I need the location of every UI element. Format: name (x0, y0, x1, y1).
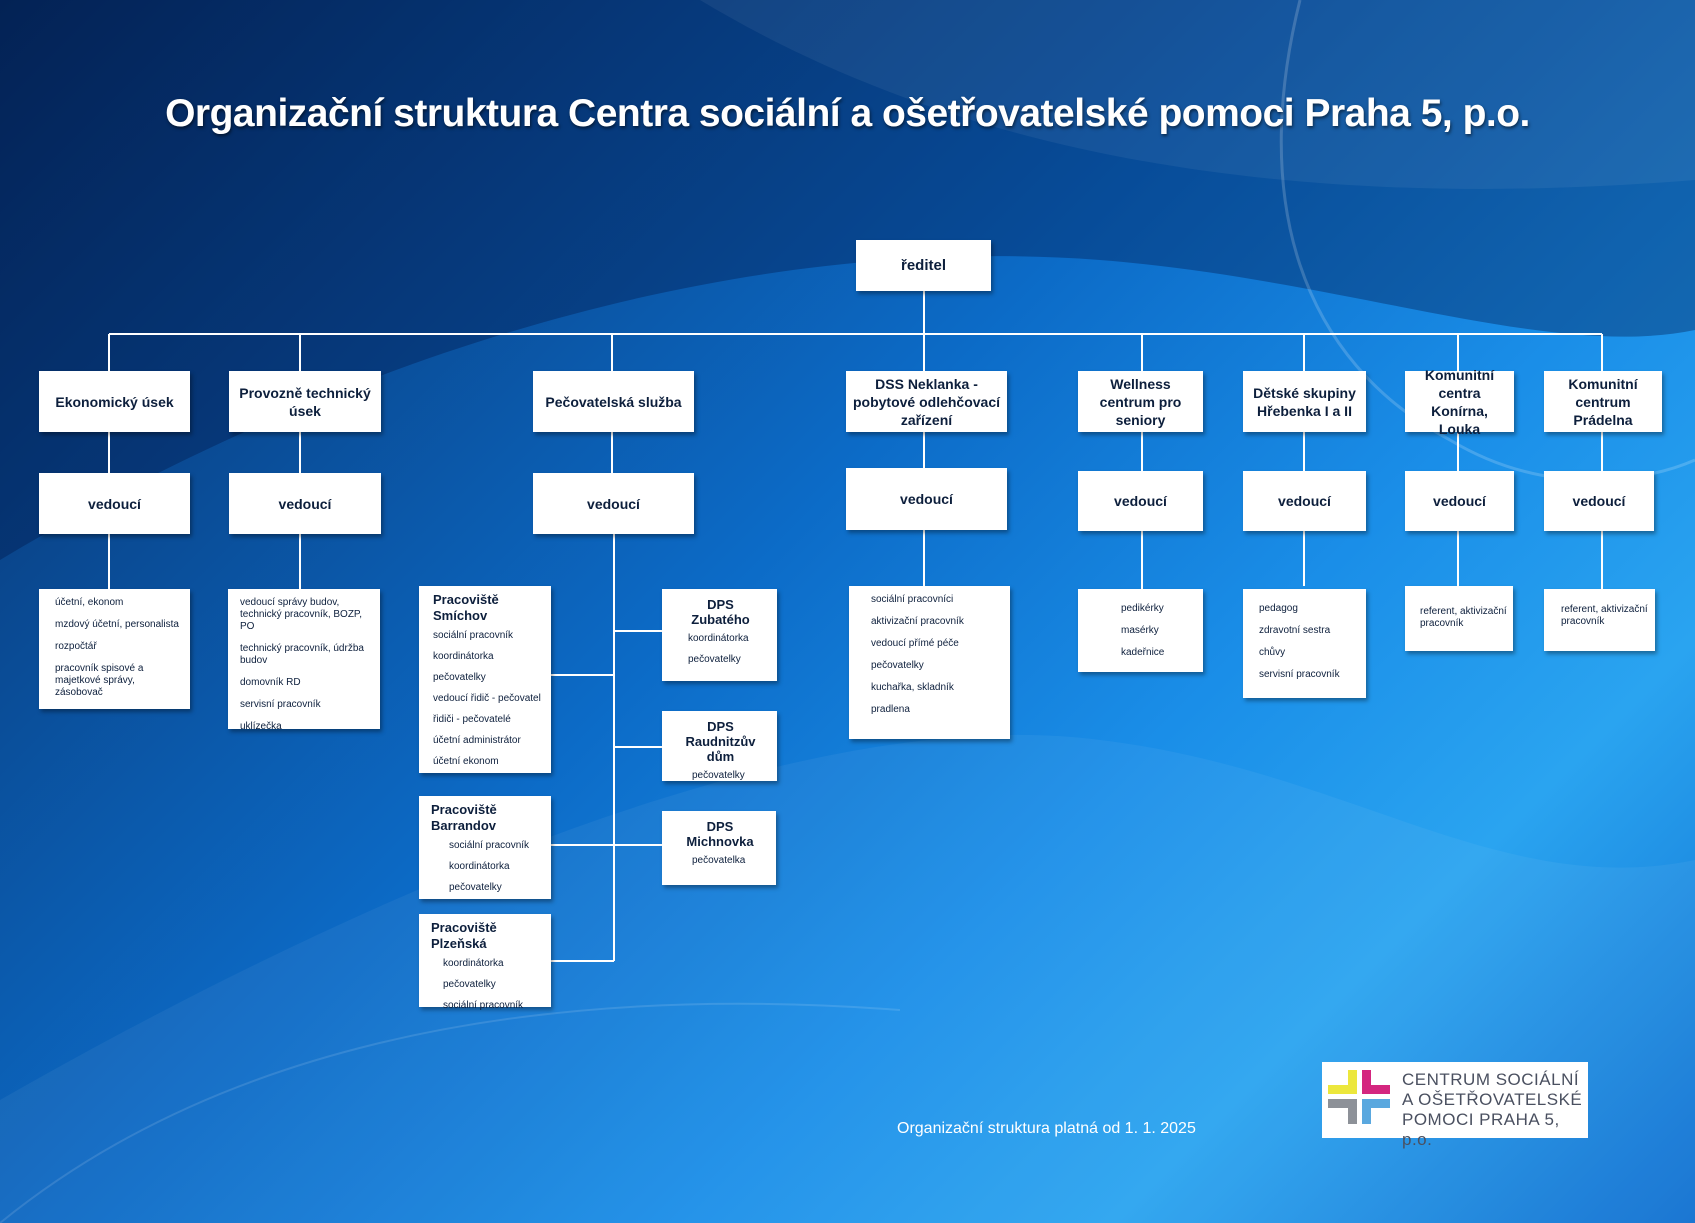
dps-box-raudnitzuv-dum (662, 711, 777, 781)
staff-item: pečovatelky (433, 672, 486, 683)
staff-item: pradlena (871, 704, 910, 715)
logo-text (1402, 1070, 1588, 1150)
staff-item: koordinátorka (688, 633, 749, 644)
staff-item: koordinátorka (449, 861, 510, 872)
staff-item: pečovatelky (688, 654, 741, 665)
unit-box-technical (229, 371, 381, 432)
unit-name: Komunitní centrum Prádelna (1568, 375, 1638, 428)
staff-list-children-groups (1243, 589, 1366, 698)
branch-title: Pracoviště Barrandov (431, 802, 497, 833)
staff-item: kadeřnice (1121, 647, 1165, 658)
staff-item: zdravotní sestra (1259, 625, 1331, 636)
staff-item: uklízečka (240, 721, 282, 732)
staff-item: sociální pracovníci (871, 594, 954, 605)
staff-list-community-pradelna (1544, 589, 1655, 651)
staff-item: aktivizační pracovník (871, 616, 964, 627)
staff-item: referent, aktivizační pracovník (1561, 604, 1648, 627)
staff-item: vedoucí přímé péče (871, 638, 959, 649)
staff-item: rozpočtář (55, 641, 97, 652)
head-box-care-service (533, 473, 694, 534)
logo-line: CENTRUM SOCIÁLNÍ (1402, 1070, 1580, 1089)
staff-item: sociální pracovník (433, 630, 514, 641)
head-box-wellness (1078, 471, 1203, 531)
unit-name: Pečovatelská služba (545, 393, 682, 410)
dps-title: DPS Raudnitzův dům (685, 719, 756, 764)
director-label: ředitel (900, 256, 946, 274)
unit-box-community-konirna (1405, 366, 1514, 437)
branch-title: Pracoviště Smíchov (433, 592, 499, 623)
staff-item: pečovatelky (449, 882, 502, 893)
unit-name: DSS Neklanka - pobytové odlehčovací zařízení (852, 375, 1001, 428)
head-label: vedoucí (1278, 493, 1331, 509)
dps-title: DPS Michnovka (686, 819, 754, 849)
unit-box-community-pradelna (1544, 371, 1662, 432)
unit-box-care-service (533, 371, 694, 432)
staff-item: pedikérky (1121, 603, 1164, 614)
staff-item: sociální pracovník (443, 1000, 524, 1011)
head-box-economic (39, 473, 190, 534)
staff-item: pečovatelky (871, 660, 924, 671)
staff-item: kuchařka, skladník (871, 682, 954, 693)
head-box-community-konirna (1405, 471, 1514, 531)
staff-item: technický pracovník, údržba budov (240, 643, 364, 666)
organization-logo (1322, 1062, 1588, 1149)
unit-name: Ekonomický úsek (55, 393, 174, 410)
logo-line: A OŠETŘOVATELSKÉ (1402, 1090, 1583, 1109)
unit-box-economic (39, 371, 190, 432)
unit-name: Komunitní centra Konírna, Louka (1424, 366, 1495, 437)
head-box-community-pradelna (1544, 471, 1654, 531)
staff-item: pečovatelka (692, 855, 746, 866)
staff-item: masérky (1121, 625, 1159, 636)
staff-item: vedoucí správy budov, technický pracovník, BOZP, PO (240, 597, 363, 632)
branch-box-smichov (419, 586, 551, 773)
staff-item: servisní pracovník (240, 699, 321, 710)
unit-name: Provozně technický úsek (239, 384, 371, 419)
staff-item: řidiči - pečovatelé (433, 714, 511, 725)
validity-note: Organizační struktura platná od 1. 1. 2025 (897, 1120, 1196, 1137)
staff-item: pečovatelky (692, 770, 745, 781)
dps-box-zubateho (662, 589, 777, 681)
dps-box-michnovka (662, 811, 776, 885)
unit-box-dss-neklanka (846, 371, 1007, 432)
staff-item: vedoucí řidič - pečovatel (433, 693, 541, 704)
unit-name: Wellness centrum pro seniory (1099, 375, 1182, 428)
staff-list-community-konirna (1405, 586, 1513, 651)
head-label: vedoucí (1572, 493, 1626, 509)
staff-list-wellness (1078, 589, 1203, 672)
unit-name: Dětské skupiny Hřebenka I a II (1253, 384, 1356, 419)
unit-box-children-groups (1243, 371, 1366, 432)
head-label: vedoucí (88, 495, 141, 512)
staff-item: účetní ekonom (433, 756, 499, 767)
staff-item: mzdový účetní, personalista (55, 619, 179, 630)
branch-box-plzenska (419, 914, 551, 1011)
head-box-dss-neklanka (846, 468, 1007, 530)
staff-item: koordinátorka (433, 651, 494, 662)
staff-item: referent, aktivizační pracovník (1420, 606, 1507, 629)
logo-line: POMOCI PRAHA 5, p.o. (1402, 1110, 1560, 1149)
page-title: Organizační struktura Centra sociální a ošetřovatelské pomoci Praha 5, p.o. (165, 92, 1530, 135)
head-box-technical (229, 473, 381, 534)
staff-item: sociální pracovník (449, 840, 530, 851)
head-label: vedoucí (1433, 493, 1486, 509)
staff-item: pedagog (1259, 603, 1298, 614)
staff-item: koordinátorka (443, 958, 504, 969)
unit-box-wellness (1078, 371, 1203, 432)
cross-logo-icon (1322, 1062, 1392, 1138)
staff-list-technical (228, 589, 380, 732)
staff-item: chůvy (1259, 647, 1286, 658)
staff-list-economic (39, 589, 190, 709)
staff-item: domovník RD (240, 677, 301, 688)
head-label: vedoucí (278, 495, 332, 512)
head-box-children-groups (1243, 471, 1366, 531)
director-box (856, 240, 991, 291)
staff-list-dss-neklanka (849, 586, 1010, 739)
head-label: vedoucí (900, 491, 953, 507)
staff-item: servisní pracovník (1259, 669, 1340, 680)
head-label: vedoucí (1114, 493, 1167, 509)
head-label: vedoucí (587, 495, 640, 512)
staff-item: účetní, ekonom (55, 597, 124, 608)
staff-item: pečovatelky (443, 979, 496, 990)
branch-box-barrandov (419, 796, 551, 899)
branch-title: Pracoviště Plzeňská (431, 920, 497, 951)
dps-title: DPS Zubatého (691, 597, 750, 627)
staff-item: účetní administrátor (433, 735, 521, 746)
staff-item: pracovník spisové a majetkové správy, zásobovač (55, 663, 144, 698)
